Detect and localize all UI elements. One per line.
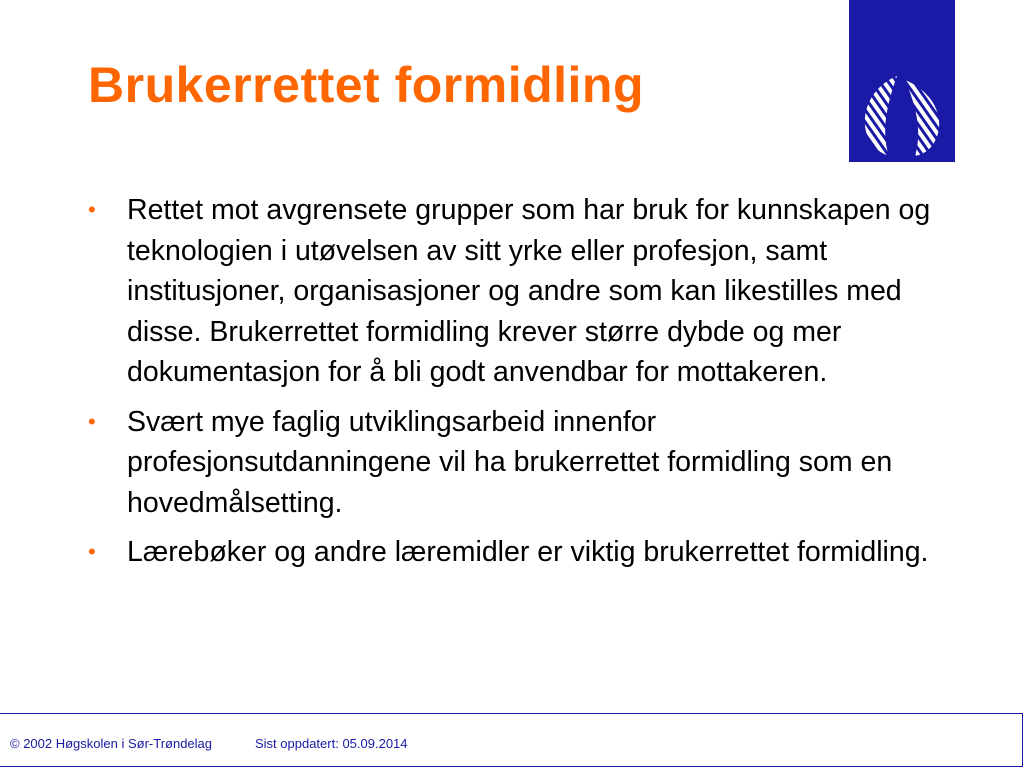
bullet-text: Lærebøker og andre læremidler er viktig brukerrettet formidling.: [127, 536, 929, 568]
list-item: [88, 532, 958, 573]
bullet-marker: •: [88, 197, 96, 222]
list-item: [88, 190, 958, 393]
list-item: [88, 402, 958, 524]
bullet-text: Svært mye faglig utviklingsarbeid innenfor profesjonsutdanningene vil ha brukerrettet formidling som en hovedmålsetting.: [127, 405, 893, 519]
footer-copyright: © 2002 Høgskolen i Sør-Trøndelag: [10, 736, 213, 751]
bullet-marker: •: [88, 539, 96, 564]
striped-leaf-icon: [859, 74, 945, 158]
bullet-list: [88, 190, 958, 582]
slide-footer: [0, 713, 1023, 767]
slide-title: Brukerrettet formidling: [88, 57, 645, 113]
bullet-text: Rettet mot avgrensete grupper som har bruk for kunnskapen og teknologien i utøvelsen av sitt yrke eller profesjon, samt institusjoner, organisasjoner og andre som kan likestilles med disse. Brukerrettet formidling krever større dybde og mer dokumentasjon for å bli godt anvendbar for mottakeren.: [127, 194, 931, 388]
hist-logo: [849, 0, 955, 162]
bullet-marker: •: [88, 408, 96, 434]
footer-updated-date: Sist oppdatert: 05.09.2014: [255, 736, 408, 751]
